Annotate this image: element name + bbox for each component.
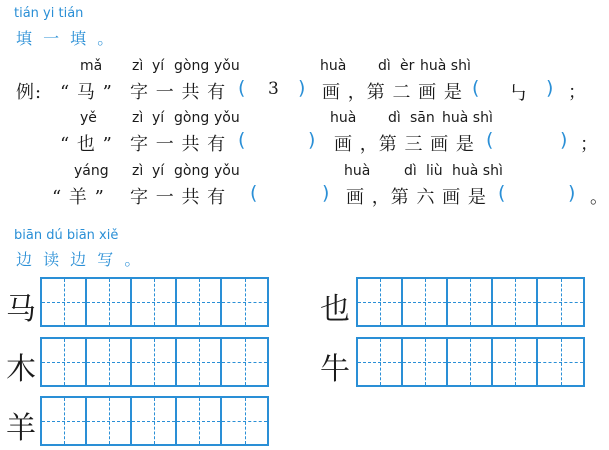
sentence-part: 字 一 共 有 (130, 82, 227, 103)
close-paren: ) (560, 129, 568, 151)
sentence-part: 画 ，第 六 画 是 (346, 187, 487, 208)
pinyin-hua: huà (344, 163, 371, 179)
grid-cell[interactable] (358, 279, 403, 325)
open-paren: ( (238, 129, 246, 151)
practice-char: 牛 (320, 352, 350, 387)
grid-cell[interactable] (177, 398, 222, 444)
pinyin-ma: mǎ (80, 58, 103, 74)
pinyin-gong: gòng (174, 110, 210, 126)
writing-grid[interactable] (40, 277, 269, 327)
grid-cell[interactable] (222, 279, 267, 325)
pinyin-di: dì (404, 163, 417, 179)
pinyin-yi: yí (152, 163, 165, 179)
pinyin-you: yǒu (214, 58, 240, 74)
grid-cell[interactable] (493, 279, 538, 325)
practice-char: 也 (320, 292, 350, 327)
pinyin-you: yǒu (214, 163, 240, 179)
grid-cell[interactable] (42, 398, 87, 444)
pinyin-hua: huà (330, 110, 357, 126)
pinyin-you: yǒu (214, 110, 240, 126)
grid-cell[interactable] (493, 339, 538, 385)
pinyin-hua-shi: huà shì (420, 58, 471, 74)
open-paren: ( (498, 182, 506, 204)
grid-cell[interactable] (87, 279, 132, 325)
grid-cell[interactable] (42, 279, 87, 325)
pinyin-zi: zì (132, 58, 144, 74)
pinyin-yi: yí (152, 110, 165, 126)
grid-cell[interactable] (132, 339, 177, 385)
writing-grid[interactable] (356, 337, 585, 387)
grid-cell[interactable] (87, 398, 132, 444)
sentence-part: 字 一 共 有 (130, 134, 227, 155)
stroke-answer[interactable]: ㇉ (508, 81, 528, 105)
grid-cell[interactable] (448, 339, 493, 385)
open-paren: ( (250, 182, 258, 204)
pinyin-yang: yáng (74, 163, 109, 179)
stroke-count-answer[interactable]: 3 (268, 79, 279, 99)
pinyin-hua-shi: huà shì (452, 163, 503, 179)
pinyin-di: dì (388, 110, 401, 126)
close-paren: ) (322, 182, 330, 204)
practice-char: 木 (6, 352, 36, 387)
grid-cell[interactable] (403, 339, 448, 385)
pinyin-gong: gòng (174, 163, 210, 179)
writing-grid[interactable] (40, 396, 269, 446)
grid-cell[interactable] (222, 398, 267, 444)
sentence-part: 画 ，第 二 画 是 (322, 82, 463, 103)
punctuation: ； (580, 134, 599, 155)
close-paren: ) (298, 77, 306, 99)
grid-cell[interactable] (448, 279, 493, 325)
pinyin-yi: yí (152, 58, 165, 74)
pinyin-liu: liù (426, 163, 443, 179)
sentence-part: 画 ，第 三 画 是 (334, 134, 475, 155)
pinyin-gong: gòng (174, 58, 210, 74)
pinyin-hua: huà (320, 58, 347, 74)
punctuation: 。 (590, 187, 609, 208)
grid-cell[interactable] (132, 398, 177, 444)
grid-cell[interactable] (177, 339, 222, 385)
section1-pinyin: tián yi tián (14, 6, 84, 21)
pinyin-zi: zì (132, 163, 144, 179)
section1-title: 填 一 填 。 (16, 29, 117, 48)
writing-grid[interactable] (40, 337, 269, 387)
practice-char: 羊 (6, 411, 36, 446)
practice-char: 马 (6, 292, 36, 327)
close-paren: ) (308, 129, 316, 151)
grid-cell[interactable] (222, 339, 267, 385)
grid-cell[interactable] (177, 279, 222, 325)
open-paren: ( (472, 77, 480, 99)
grid-cell[interactable] (42, 339, 87, 385)
open-paren: ( (238, 77, 246, 99)
target-char: “ 羊 ” (52, 187, 105, 208)
pinyin-san: sān (410, 110, 435, 126)
close-paren: ) (568, 182, 576, 204)
grid-cell[interactable] (538, 279, 583, 325)
punctuation: ； (568, 82, 587, 103)
example-label: 例: (16, 82, 43, 103)
sentence-part: 字 一 共 有 (130, 187, 227, 208)
pinyin-di: dì (378, 58, 391, 74)
grid-cell[interactable] (403, 279, 448, 325)
grid-cell[interactable] (132, 279, 177, 325)
target-char: “ 马 ” (60, 82, 113, 103)
section2-pinyin: biān dú biān xiě (14, 228, 119, 243)
close-paren: ) (546, 77, 554, 99)
writing-grid[interactable] (356, 277, 585, 327)
pinyin-hua-shi: huà shì (442, 110, 493, 126)
pinyin-zi: zì (132, 110, 144, 126)
grid-cell[interactable] (358, 339, 403, 385)
open-paren: ( (486, 129, 494, 151)
grid-cell[interactable] (87, 339, 132, 385)
target-char: “ 也 ” (60, 134, 113, 155)
section2-title: 边 读 边 写 。 (16, 250, 144, 269)
pinyin-ye: yě (80, 110, 97, 126)
pinyin-er: èr (400, 58, 415, 74)
grid-cell[interactable] (538, 339, 583, 385)
